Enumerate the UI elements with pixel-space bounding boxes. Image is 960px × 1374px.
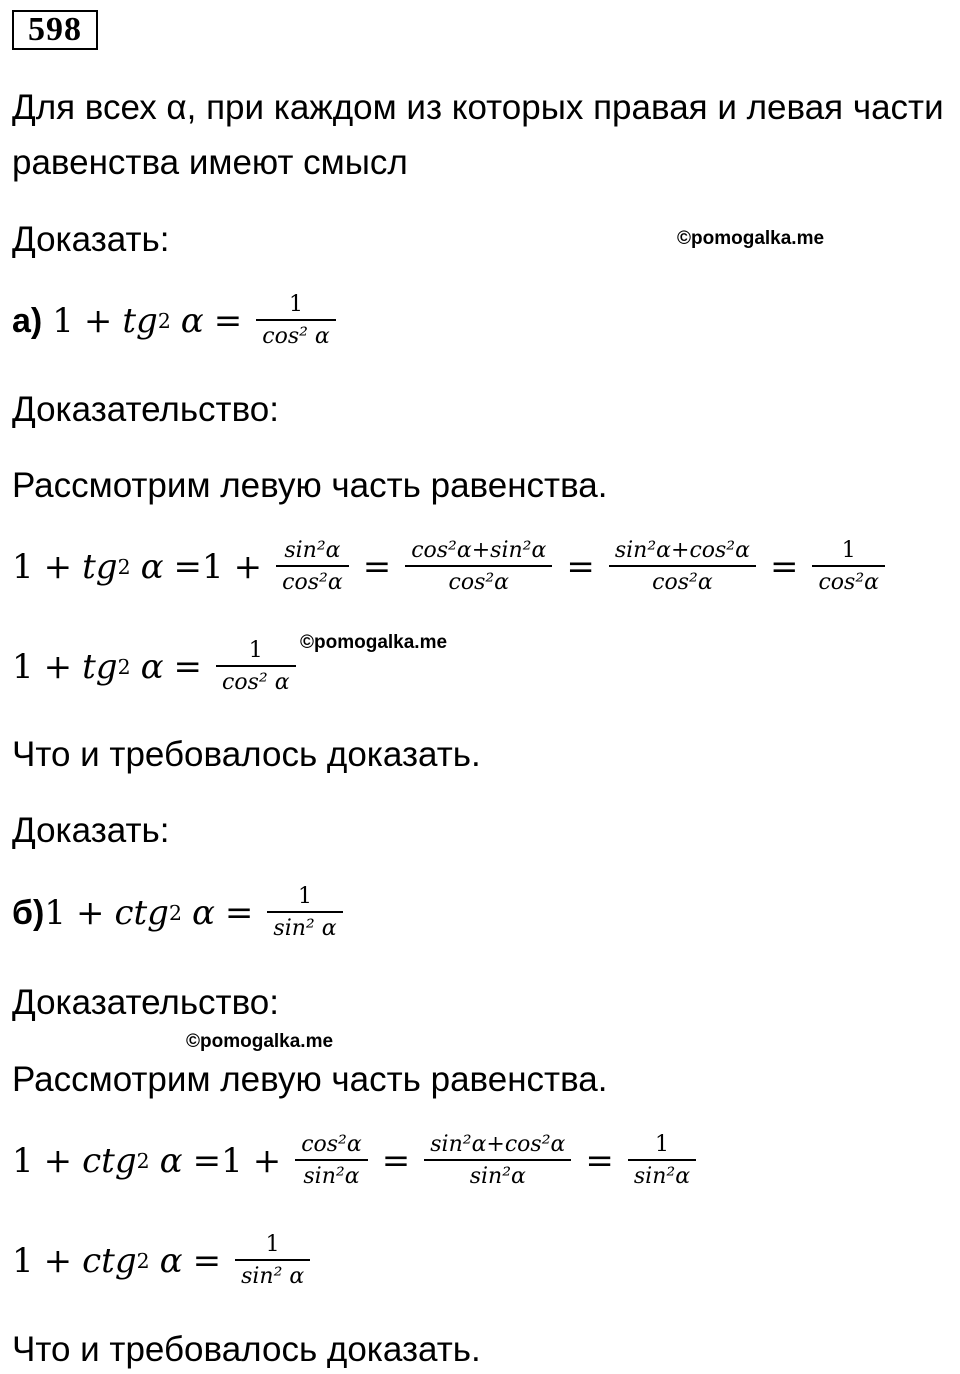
intro-line-2: равенства имеют смысл (12, 143, 408, 182)
consider-b: Рассмотрим левую часть равенства. (12, 1060, 608, 1099)
fraction-b-2: $\frac{\text{sin²α+cos²α}}{\text{sin²α}}$ (424, 1132, 571, 1190)
part-b-label: б) (12, 893, 45, 932)
proof-label-a: Доказательство: (12, 390, 279, 429)
fraction-a-1: $\frac{\text{sin²α}}{\text{cos²α}}$ (276, 538, 349, 596)
statement-a: а) 1 + tg 2 α = $\frac{1}{\text{cos² α}}$ (12, 292, 340, 350)
watermark-2: ©pomogalka.me (300, 632, 448, 653)
watermark-1: ©pomogalka.me (677, 228, 825, 249)
chain-a: 1 + tg 2 α =1 + $\frac{\text{sin²α}}{\text{cos²α}}$ = $\frac{\text{cos²α+sin²α}}{\text{cos²α}}$ = $\frac{\text{sin²α+cos²α}}{\text{cos²α}}$ = $\frac{1}{\text{cos²α}}$ (12, 538, 889, 596)
fraction-b-1: $\frac{\text{cos²α}}{\text{sin²α}}$ (295, 1132, 368, 1190)
fraction-a-result: $\frac{1}{\text{cos² α}}$ (216, 638, 296, 696)
chain-b: 1 + ctg 2 α =1 + $\frac{\text{cos²α}}{\text{sin²α}}$ = $\frac{\text{sin²α+cos²α}}{\text{sin²α}}$ = $\frac{1}{\text{sin²α}}$ (12, 1132, 700, 1190)
fraction-a-3: $\frac{\text{sin²α+cos²α}}{\text{cos²α}}$ (609, 538, 756, 596)
prove-label-b: Доказать: (12, 811, 170, 850)
result-a: 1 + tg 2 α = $\frac{1}{\text{cos² α}}$ (12, 638, 300, 696)
fraction-b-statement: $\frac{1}{\text{sin² α}}$ (267, 884, 342, 942)
intro-line-1: Для всех α, при каждом из которых правая и левая части (12, 88, 944, 127)
task-number: 598 (12, 10, 98, 50)
conclusion-b: Что и требовалось доказать. (12, 1330, 481, 1369)
fraction-a-statement: $\frac{1}{\text{cos² α}}$ (256, 292, 336, 350)
conclusion-a: Что и требовалось доказать. (12, 735, 481, 774)
fraction-a-4: $\frac{1}{\text{cos²α}}$ (812, 538, 885, 596)
part-a-label: а) (12, 301, 43, 340)
proof-label-b: Доказательство: (12, 983, 279, 1022)
statement-b: б) 1 + ctg 2 α = $\frac{1}{\text{sin² α}}$ (12, 884, 347, 942)
consider-a: Рассмотрим левую часть равенства. (12, 466, 608, 505)
result-b: 1 + ctg 2 α = $\frac{1}{\text{sin² α}}$ (12, 1232, 314, 1290)
fraction-b-result: $\frac{1}{\text{sin² α}}$ (235, 1232, 310, 1290)
fraction-b-3: $\frac{1}{\text{sin²α}}$ (628, 1132, 696, 1190)
watermark-3: ©pomogalka.me (186, 1031, 334, 1052)
prove-label-a: Доказать: (12, 220, 170, 259)
fraction-a-2: $\frac{\text{cos²α+sin²α}}{\text{cos²α}}$ (405, 538, 552, 596)
